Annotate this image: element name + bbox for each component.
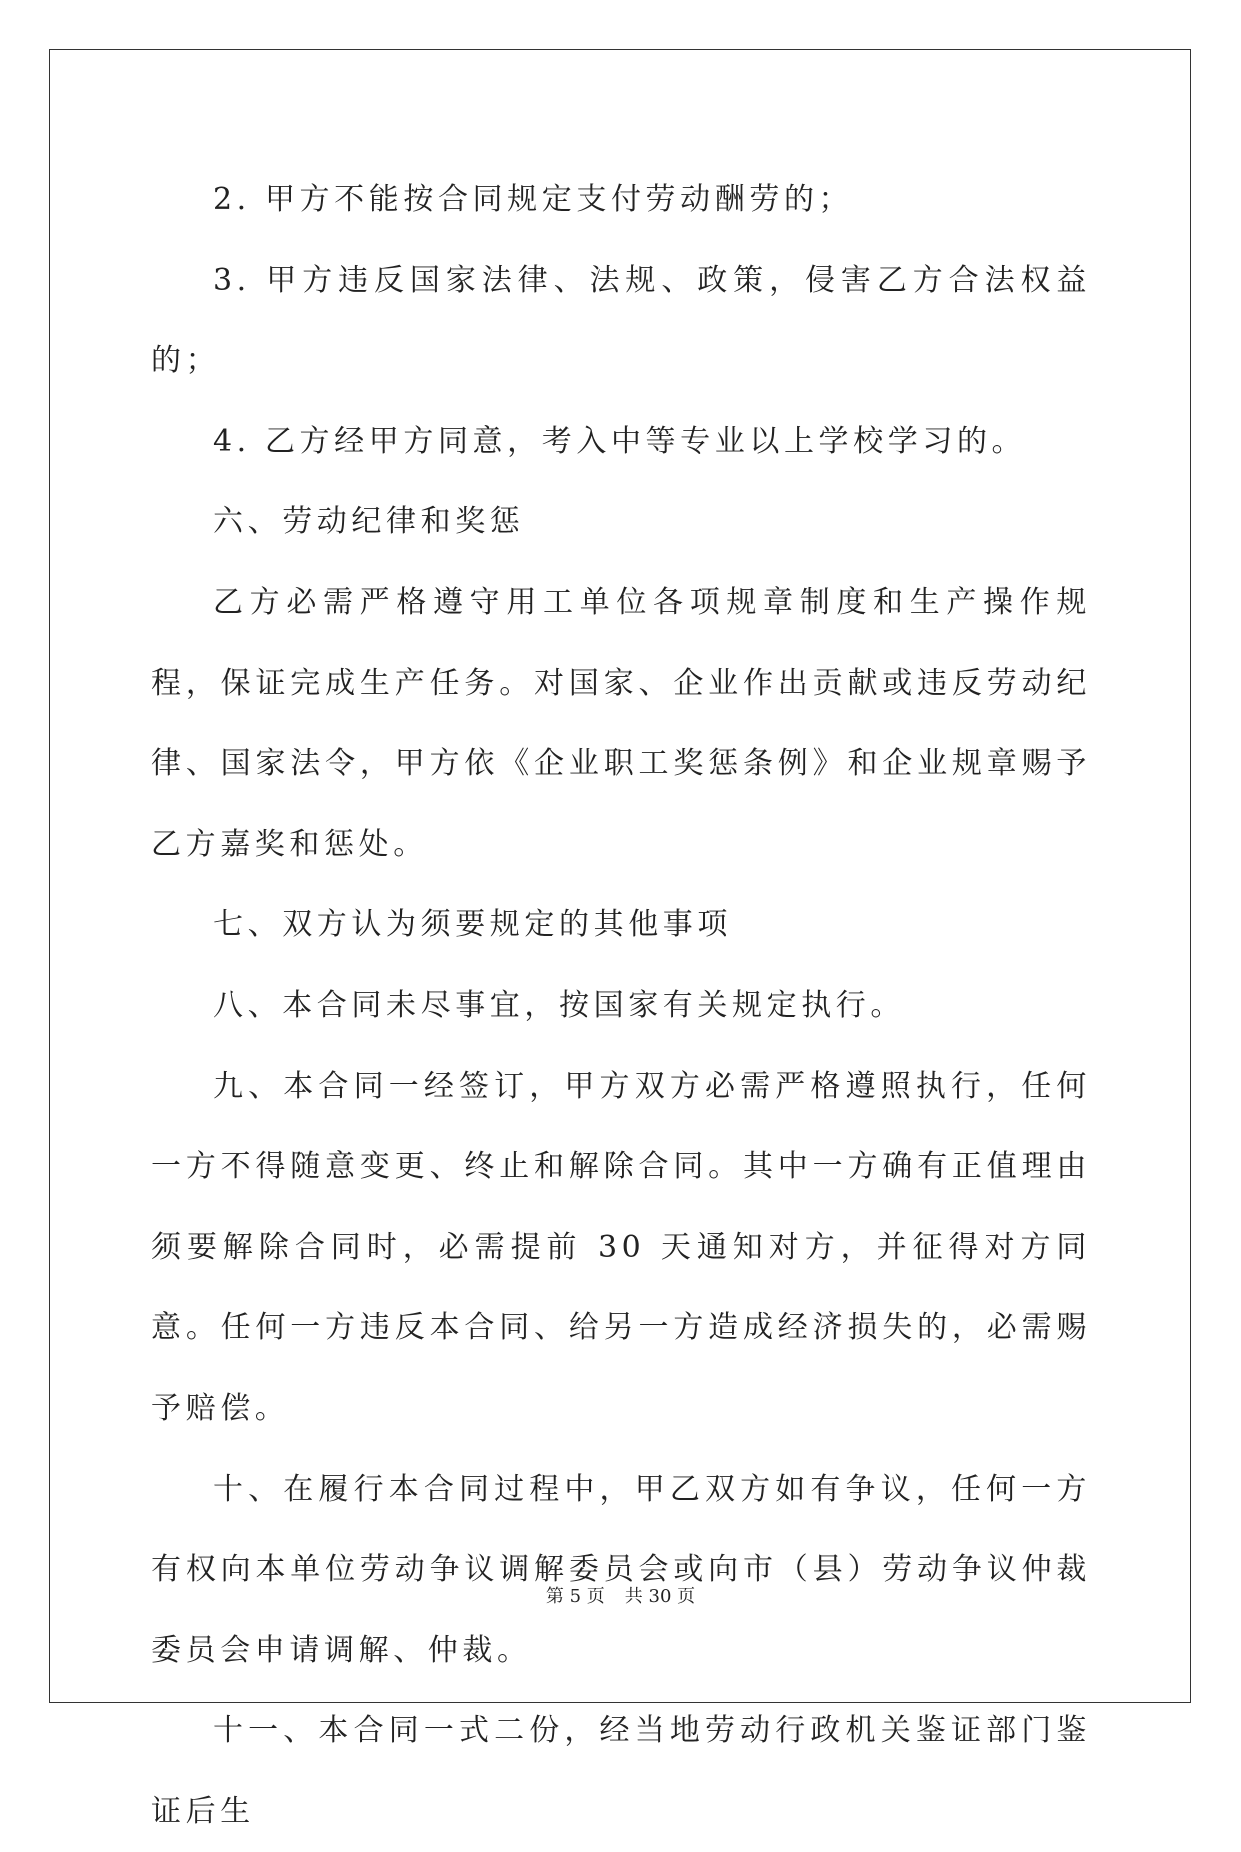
section-8: 八、本合同未尽事宜，按国家有关规定执行。: [213, 987, 905, 1023]
page-footer: [0, 1582, 1241, 1608]
section-10: 十、在履行本合同过程中，甲乙双方如有争议，任何一方有权向本单位劳动争议调解委员会或向市（县）劳动争议仲裁委员会申请调解、仲裁。: [151, 1471, 1091, 1668]
current-page-label: 第 5 页: [545, 1586, 605, 1607]
paragraph-item-4: 4. 乙方经甲方同意，考入中等专业以上学校学习的。: [213, 423, 1027, 459]
section-9: 九、本合同一经签订，甲方双方必需严格遵照执行，任何一方不得随意变更、终止和解除合同。其中一方确有正值理由须要解除合同时，必需提前 30 天通知对方，并征得对方同意。任何一方违反本合同、给另一方造成经济损失的，必需赐予赔偿。: [151, 1068, 1091, 1426]
section-heading-7: 七、双方认为须要规定的其他事项: [213, 907, 732, 943]
paragraph-discipline: 乙方必需严格遵守用工单位各项规章制度和生产操作规程，保证完成生产任务。对国家、企业作出贡献或违反劳动纪律、国家法令，甲方依《企业职工奖惩条例》和企业规章赐予乙方嘉奖和惩处。: [151, 584, 1091, 862]
total-pages-label: 共 30 页: [624, 1586, 696, 1607]
section-heading-6: 六、劳动纪律和奖惩: [213, 504, 525, 540]
section-11: 十一、本合同一式二份，经当地劳动行政机关鉴证部门鉴证后生: [151, 1713, 1091, 1829]
paragraph-item-2: 2. 甲方不能按合同规定支付劳动酬劳的；: [213, 182, 854, 217]
paragraph-item-3: 3. 甲方违反国家法律、法规、政策，侵害乙方合法权益的；: [151, 262, 1091, 379]
